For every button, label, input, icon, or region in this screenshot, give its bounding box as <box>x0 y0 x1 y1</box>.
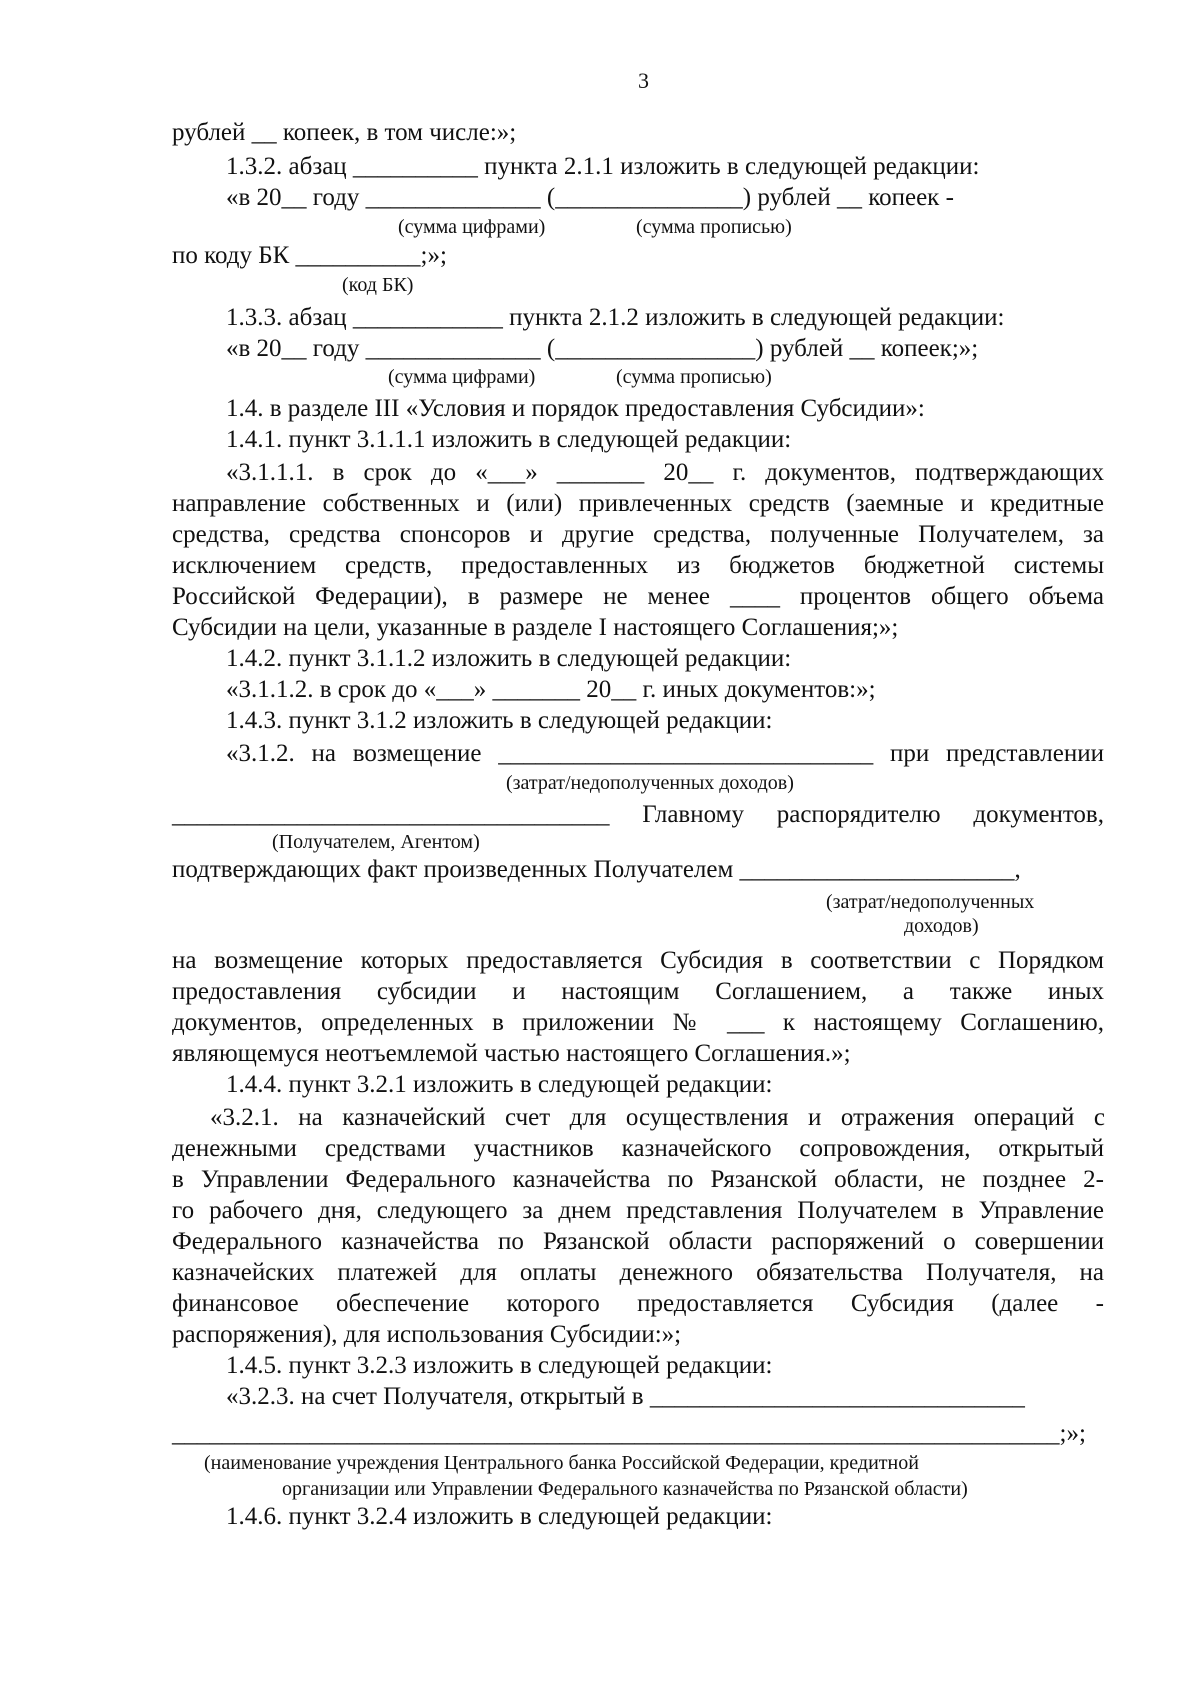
text-line: «в 20__ году ______________ (_______________) рублей __ копеек - <box>226 184 954 211</box>
field-caption: (сумма цифрами) <box>388 366 536 388</box>
text-line: 1.4.6. пункт 3.2.4 изложить в следующей редакции: <box>226 1503 773 1530</box>
text-line: денежными средствами участников казначейского сопровождения, открытый <box>172 1135 1104 1162</box>
text-line: 1.3.3. абзац ____________ пункта 2.1.2 изложить в следующей редакции: <box>226 304 1005 331</box>
field-caption: (код БК) <box>342 274 414 296</box>
text-line: направление собственных и (или) привлеченных средств (заемные и кредитные <box>172 490 1104 517</box>
field-caption: доходов) <box>904 915 979 937</box>
text-line: «3.2.3. на счет Получателя, открытый в ______________________________ <box>226 1383 1025 1410</box>
text-line: «в 20__ году ______________ (________________) рублей __ копеек;»; <box>226 335 979 362</box>
field-caption: (затрат/недополученных <box>826 891 1035 913</box>
text-line: 1.4. в разделе III «Условия и порядок предоставления Субсидии»: <box>226 395 925 422</box>
text-line: «3.1.1.1. в срок до «___» _______ 20__ г. документов, подтверждающих <box>226 459 1104 486</box>
text-line: 1.4.1. пункт 3.1.1.1 изложить в следующей редакции: <box>226 426 792 453</box>
text-line: 1.4.3. пункт 3.1.2 изложить в следующей редакции: <box>226 707 773 734</box>
field-caption: (сумма цифрами) <box>398 216 546 238</box>
text-line: _______________________________________________________________________;»; <box>172 1420 1086 1447</box>
field-caption: (затрат/недополученных доходов) <box>506 772 794 794</box>
text-line: в Управлении Федерального казначейства по Рязанской области, не позднее 2- <box>172 1166 1104 1193</box>
text-line: финансовое обеспечение которого предоставляется Субсидия (далее - <box>172 1290 1104 1317</box>
text-line: ___________________________________ Главному распорядителю документов, <box>172 801 1104 828</box>
text-line: документов, определенных в приложении № ___ к настоящему Соглашению, <box>172 1009 1104 1036</box>
text-line: являющемуся неотъемлемой частью настоящего Соглашения.»; <box>172 1040 851 1067</box>
text-line: Федерального казначейства по Рязанской области распоряжений о совершении <box>172 1228 1104 1255</box>
text-line: 1.4.5. пункт 3.2.3 изложить в следующей редакции: <box>226 1352 773 1379</box>
text-line: подтверждающих факт произведенных Получателем ______________________, <box>172 856 1021 883</box>
field-caption: (наименование учреждения Центрального банка Российской Федерации, кредитной <box>204 1452 919 1474</box>
text-line: «3.2.1. на казначейский счет для осуществления и отражения операций с <box>210 1104 1105 1131</box>
text-line: «3.1.1.2. в срок до «___» _______ 20__ г. иных документов:»; <box>226 676 876 703</box>
text-line: го рабочего дня, следующего за днем представления Получателем в Управление <box>172 1197 1104 1224</box>
text-line: 1.4.4. пункт 3.2.1 изложить в следующей редакции: <box>226 1071 773 1098</box>
text-line: средства, средства спонсоров и другие средства, полученные Получателем, за <box>172 521 1104 548</box>
text-line: 1.4.2. пункт 3.1.1.2 изложить в следующей редакции: <box>226 645 792 672</box>
page-number: 3 <box>638 68 649 93</box>
text-line: рублей __ копеек, в том числе:»; <box>172 119 517 146</box>
text-line: «3.1.2. на возмещение ______________________________ при представлении <box>226 740 1104 767</box>
field-caption: (сумма прописью) <box>616 366 772 388</box>
field-caption: (сумма прописью) <box>636 216 792 238</box>
field-caption: (Получателем, Агентом) <box>272 831 480 853</box>
text-line: предоставления субсидии и настоящим Соглашением, а также иных <box>172 978 1104 1005</box>
text-line: по коду БК __________;»; <box>172 242 447 269</box>
text-line: на возмещение которых предоставляется Субсидия в соответствии с Порядком <box>172 947 1104 974</box>
text-line: Российской Федерации), в размере не менее ____ процентов общего объема <box>172 583 1104 610</box>
text-line: распоряжения), для использования Субсидии:»; <box>172 1321 682 1348</box>
text-line: казначейских платежей для оплаты денежного обязательства Получателя, на <box>172 1259 1104 1286</box>
text-line: Субсидии на цели, указанные в разделе I настоящего Соглашения;»; <box>172 614 899 641</box>
field-caption: организации или Управлении Федерального казначейства по Рязанской области) <box>282 1478 968 1500</box>
text-line: исключением средств, предоставленных из бюджетов бюджетной системы <box>172 552 1104 579</box>
text-line: 1.3.2. абзац __________ пункта 2.1.1 изложить в следующей редакции: <box>226 153 980 180</box>
